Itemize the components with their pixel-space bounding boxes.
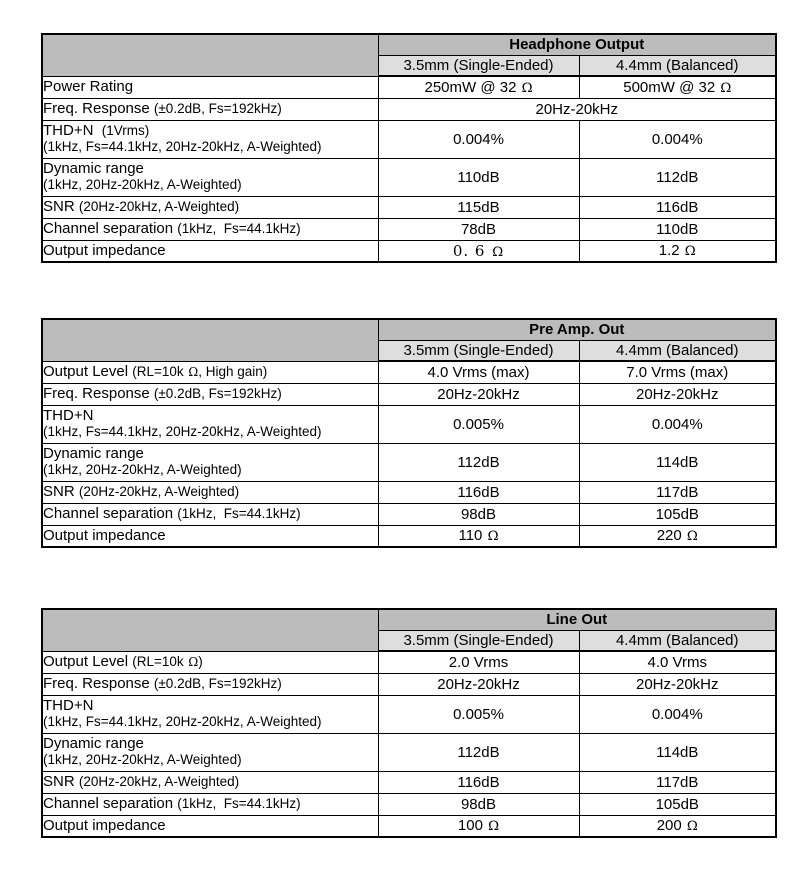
row-label-text: Dynamic range bbox=[43, 444, 144, 462]
title-row bbox=[42, 319, 776, 340]
row-label-conditions: (1kHz, 20Hz-20kHz, A-Weighted) bbox=[43, 177, 242, 192]
row-label bbox=[42, 651, 378, 673]
row-label-text: Output impedance bbox=[43, 526, 166, 544]
table-row bbox=[42, 695, 776, 733]
row-label bbox=[42, 158, 378, 196]
value-cell: 0. 6 Ω bbox=[378, 240, 579, 262]
value-cell: 0.004% bbox=[579, 695, 776, 733]
table-row bbox=[42, 733, 776, 771]
row-label-conditions: (1kHz, Fs=44.1kHz, 20Hz-20kHz, A-Weighted) bbox=[43, 714, 322, 729]
value-cell: 116dB bbox=[378, 481, 579, 503]
row-label-note: (RL=10k Ω) bbox=[132, 653, 203, 669]
title-row bbox=[42, 609, 776, 630]
row-label bbox=[42, 481, 378, 503]
table-row bbox=[42, 196, 776, 218]
row-label-text: THD+N bbox=[43, 406, 94, 424]
column-header-single-ended: 3.5mm (Single-Ended) bbox=[378, 340, 579, 361]
row-label-note: (1kHz, Fs=44.1kHz) bbox=[177, 795, 301, 811]
value-cell: 112dB bbox=[579, 158, 776, 196]
column-header-balanced: 4.4mm (Balanced) bbox=[579, 55, 776, 76]
value-cell: 7.0 Vrms (max) bbox=[579, 361, 776, 383]
row-label bbox=[42, 405, 378, 443]
table-row bbox=[42, 405, 776, 443]
table-row bbox=[42, 76, 776, 98]
row-label-note: (±0.2dB, Fs=192kHz) bbox=[153, 675, 282, 691]
table-row bbox=[42, 361, 776, 383]
table-row bbox=[42, 218, 776, 240]
row-label-text: Freq. Response bbox=[43, 674, 150, 692]
value-cell: 20Hz-20kHz bbox=[378, 383, 579, 405]
value-cell: 112dB bbox=[378, 733, 579, 771]
row-label-note: (20Hz-20kHz, A-Weighted) bbox=[78, 773, 240, 789]
row-label bbox=[42, 771, 378, 793]
value-cell: 220 Ω bbox=[579, 525, 776, 547]
row-label-note: (RL=10k Ω, High gain) bbox=[132, 363, 268, 379]
row-label-note: (1kHz, Fs=44.1kHz) bbox=[177, 505, 301, 521]
ohm-symbol: Ω bbox=[488, 819, 500, 835]
row-label-text: THD+N bbox=[43, 121, 94, 139]
value-cell: 20Hz-20kHz bbox=[579, 383, 776, 405]
row-label-text: Output Level bbox=[43, 362, 129, 380]
table-row bbox=[42, 815, 776, 837]
row-label-conditions: (1kHz, Fs=44.1kHz, 20Hz-20kHz, A-Weighted) bbox=[43, 139, 322, 154]
ohm-symbol: Ω bbox=[188, 654, 199, 669]
value-cell: 112dB bbox=[378, 443, 579, 481]
row-label-note: (±0.2dB, Fs=192kHz) bbox=[153, 385, 282, 401]
row-label bbox=[42, 815, 378, 837]
title-row bbox=[42, 34, 776, 55]
row-label bbox=[42, 695, 378, 733]
row-label bbox=[42, 793, 378, 815]
row-label bbox=[42, 240, 378, 262]
row-label bbox=[42, 120, 378, 158]
table-row bbox=[42, 158, 776, 196]
value-cell: 110dB bbox=[378, 158, 579, 196]
table-row bbox=[42, 481, 776, 503]
value-cell: 98dB bbox=[378, 793, 579, 815]
column-header-balanced: 4.4mm (Balanced) bbox=[579, 340, 776, 361]
row-label-text: Output impedance bbox=[43, 816, 166, 834]
column-header-balanced: 4.4mm (Balanced) bbox=[579, 630, 776, 651]
table-row bbox=[42, 443, 776, 481]
row-label bbox=[42, 443, 378, 481]
row-label-note: (20Hz-20kHz, A-Weighted) bbox=[78, 483, 240, 499]
corner-cell bbox=[42, 34, 378, 76]
value-cell: 500mW @ 32 Ω bbox=[579, 76, 776, 98]
value-cell: 0.004% bbox=[579, 405, 776, 443]
row-label bbox=[42, 196, 378, 218]
value-cell: 98dB bbox=[378, 503, 579, 525]
value-cell: 2.0 Vrms bbox=[378, 651, 579, 673]
spec-table-headphone-output bbox=[41, 33, 777, 263]
column-header-single-ended: 3.5mm (Single-Ended) bbox=[378, 630, 579, 651]
row-label bbox=[42, 525, 378, 547]
value-cell: 200 Ω bbox=[579, 815, 776, 837]
value-cell: 20Hz-20kHz bbox=[378, 673, 579, 695]
value-cell: 110 Ω bbox=[378, 525, 579, 547]
ohm-symbol: Ω bbox=[684, 244, 696, 260]
table-row bbox=[42, 503, 776, 525]
row-label bbox=[42, 503, 378, 525]
ohm-symbol: Ω bbox=[521, 80, 533, 96]
table-row bbox=[42, 771, 776, 793]
value-cell: 116dB bbox=[579, 196, 776, 218]
value-cell: 78dB bbox=[378, 218, 579, 240]
value-cell: 105dB bbox=[579, 503, 776, 525]
table-row bbox=[42, 383, 776, 405]
value-cell: 114dB bbox=[579, 733, 776, 771]
value-cell: 0.005% bbox=[378, 405, 579, 443]
row-label bbox=[42, 361, 378, 383]
table-row bbox=[42, 240, 776, 262]
row-label bbox=[42, 733, 378, 771]
value-cell: 115dB bbox=[378, 196, 579, 218]
ohm-symbol: Ω bbox=[686, 819, 698, 835]
value-cell: 4.0 Vrms bbox=[579, 651, 776, 673]
value-cell: 116dB bbox=[378, 771, 579, 793]
row-label-text: SNR bbox=[43, 482, 75, 500]
table-row bbox=[42, 651, 776, 673]
ohm-symbol: Ω bbox=[188, 364, 199, 379]
table-title: Pre Amp. Out bbox=[378, 319, 776, 340]
ohm-symbol: Ω bbox=[686, 529, 698, 545]
value-cell: 105dB bbox=[579, 793, 776, 815]
value-cell: 0.004% bbox=[579, 120, 776, 158]
value-cell: 100 Ω bbox=[378, 815, 579, 837]
ohm-symbol: Ω bbox=[487, 529, 499, 545]
value-cell: 1.2 Ω bbox=[579, 240, 776, 262]
row-label-text: Channel separation bbox=[43, 504, 174, 522]
value-cell: 20Hz-20kHz bbox=[579, 673, 776, 695]
row-label-text: SNR bbox=[43, 197, 75, 215]
table-row bbox=[42, 793, 776, 815]
spec-table-pre-amp-out bbox=[41, 318, 777, 548]
row-label-conditions: (1kHz, Fs=44.1kHz, 20Hz-20kHz, A-Weighted) bbox=[43, 424, 322, 439]
row-label bbox=[42, 218, 378, 240]
row-label-text: Output impedance bbox=[43, 241, 166, 259]
ohm-symbol: Ω bbox=[492, 244, 505, 260]
row-label bbox=[42, 383, 378, 405]
row-label-conditions: (1kHz, 20Hz-20kHz, A-Weighted) bbox=[43, 752, 242, 767]
row-label-text: Dynamic range bbox=[43, 159, 144, 177]
row-label bbox=[42, 76, 378, 98]
value-cell: 0.004% bbox=[378, 120, 579, 158]
ohm-symbol: Ω bbox=[720, 80, 732, 96]
value-cell: 250mW @ 32 Ω bbox=[378, 76, 579, 98]
corner-cell bbox=[42, 609, 378, 651]
row-label-text: Freq. Response bbox=[43, 384, 150, 402]
row-label-conditions: (1kHz, 20Hz-20kHz, A-Weighted) bbox=[43, 462, 242, 477]
column-header-single-ended: 3.5mm (Single-Ended) bbox=[378, 55, 579, 76]
table-row bbox=[42, 98, 776, 120]
row-label-text: Channel separation bbox=[43, 219, 174, 237]
row-label-note: (1Vrms) bbox=[101, 122, 150, 138]
value-cell: 0.005% bbox=[378, 695, 579, 733]
row-label-note: (±0.2dB, Fs=192kHz) bbox=[153, 100, 282, 116]
value-cell: 110dB bbox=[579, 218, 776, 240]
row-label-text: Dynamic range bbox=[43, 734, 144, 752]
table-row bbox=[42, 673, 776, 695]
value-cell: 4.0 Vrms (max) bbox=[378, 361, 579, 383]
row-label-text: SNR bbox=[43, 772, 75, 790]
table-row bbox=[42, 120, 776, 158]
table-title: Line Out bbox=[378, 609, 776, 630]
corner-cell bbox=[42, 319, 378, 361]
row-label bbox=[42, 98, 378, 120]
row-label-text: Output Level bbox=[43, 652, 129, 670]
row-label-text: THD+N bbox=[43, 696, 94, 714]
value-cell-spanning: 20Hz-20kHz bbox=[378, 98, 776, 120]
row-label-text: Freq. Response bbox=[43, 99, 150, 117]
spec-table-line-out bbox=[41, 608, 777, 838]
row-label bbox=[42, 673, 378, 695]
value-cell: 114dB bbox=[579, 443, 776, 481]
row-label-text: Power Rating bbox=[43, 77, 134, 95]
table-title: Headphone Output bbox=[378, 34, 776, 55]
row-label-text: Channel separation bbox=[43, 794, 174, 812]
value-cell: 117dB bbox=[579, 481, 776, 503]
value-cell: 117dB bbox=[579, 771, 776, 793]
table-row bbox=[42, 525, 776, 547]
row-label-note: (20Hz-20kHz, A-Weighted) bbox=[78, 198, 240, 214]
row-label-note: (1kHz, Fs=44.1kHz) bbox=[177, 220, 301, 236]
